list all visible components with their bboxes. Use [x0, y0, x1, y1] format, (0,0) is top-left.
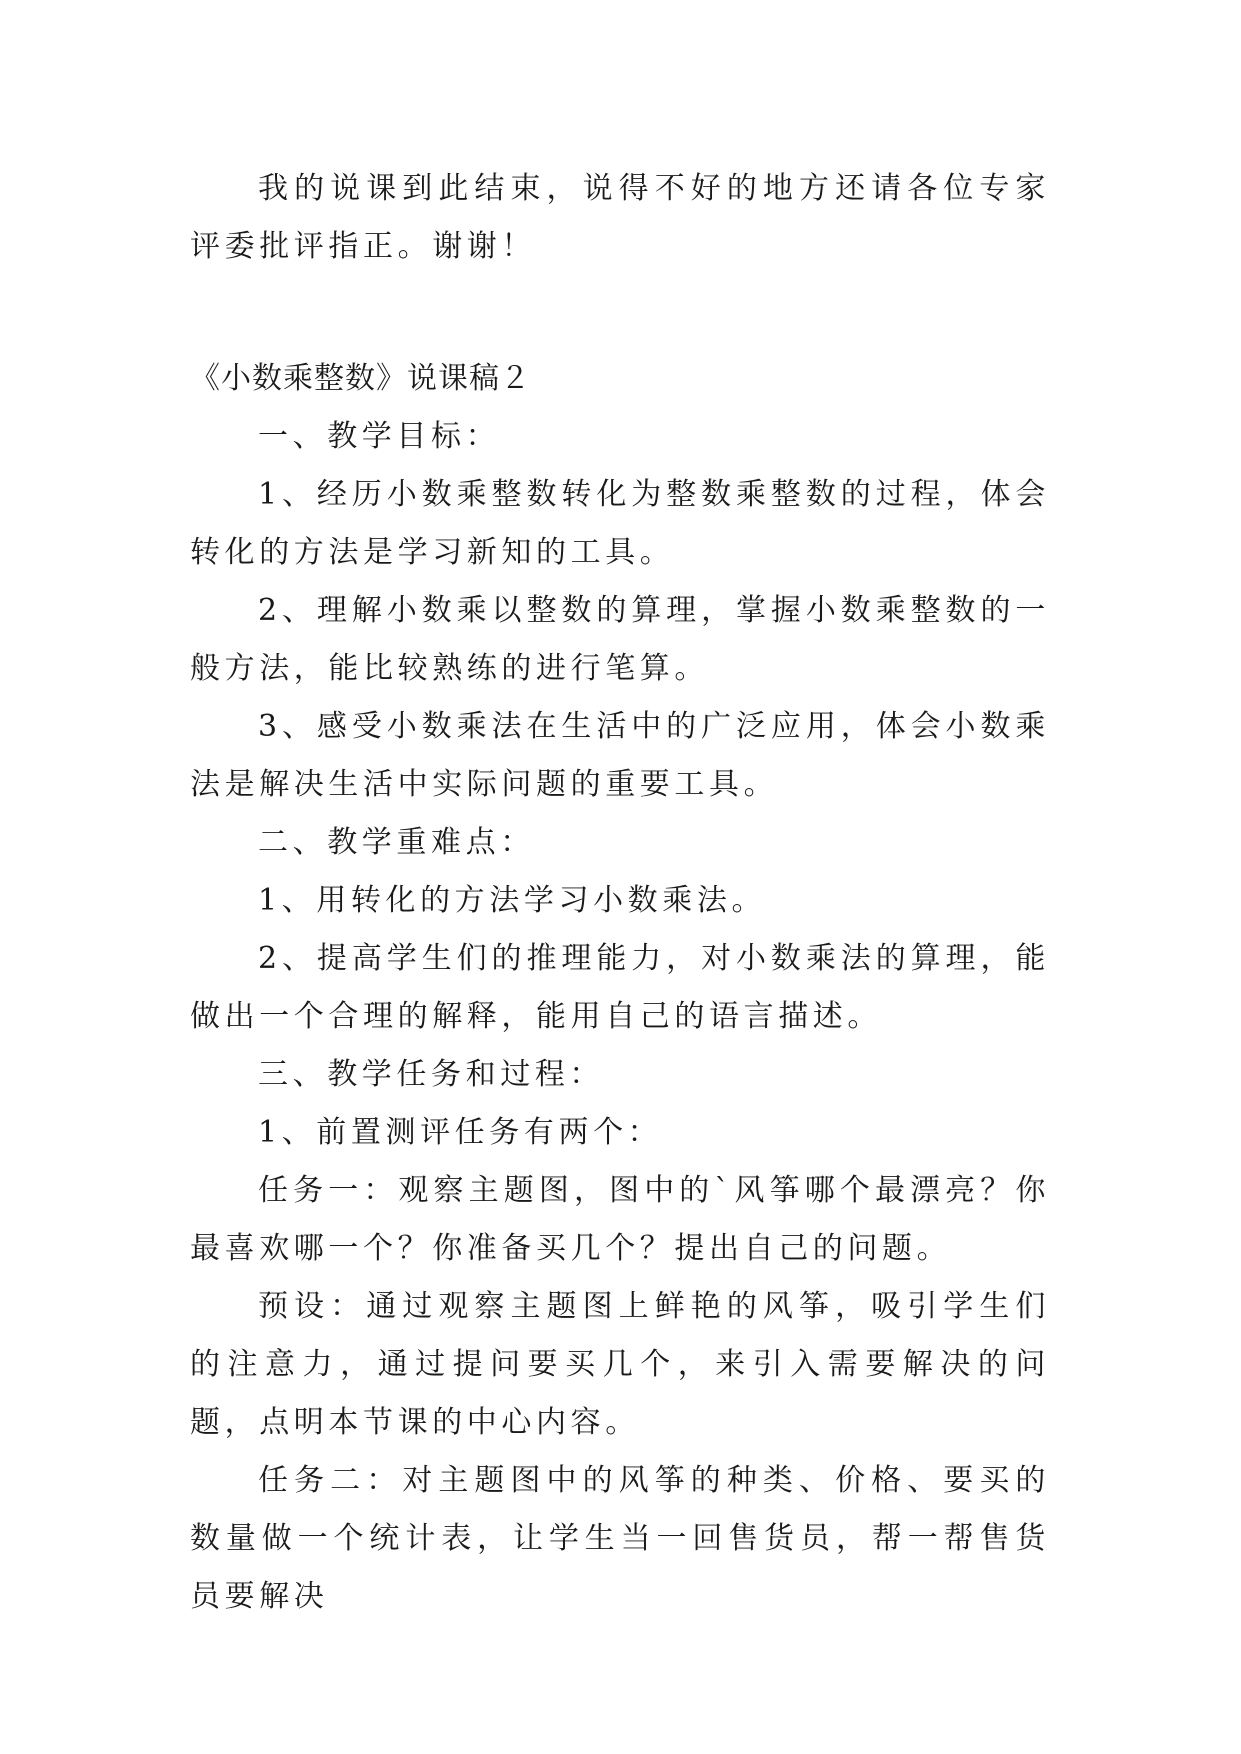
- paragraph-task-1: 任务一：观察主题图，图中的`风筝哪个最漂亮？你最喜欢哪一个？你准备买几个？提出自己的问题。: [190, 1173, 1050, 1266]
- paragraph-objective-3: 3、感受小数乘法在生活中的广泛应用，体会小数乘法是解决生活中实际问题的重要工具。: [190, 709, 1050, 802]
- paragraph-objectives-heading: 一、教学目标：: [258, 419, 501, 454]
- section-gap: [190, 276, 1050, 350]
- paragraph-key-point-1: 1、用转化的方法学习小数乘法。: [258, 883, 767, 918]
- paragraph-pre-assessment: 1、前置测评任务有两个：: [258, 1115, 663, 1150]
- closing-paragraph: 我的说课到此结束，说得不好的地方还请各位专家评委批评指正。谢谢！: [190, 171, 1050, 264]
- paragraph-key-points-heading: 二、教学重难点：: [258, 825, 535, 860]
- paragraph-task-2: 任务二：对主题图中的风筝的种类、价格、要买的数量做一个统计表，让学生当一回售货员，帮一帮售货员要解决: [190, 1463, 1050, 1614]
- paragraph-process-heading: 三、教学任务和过程：: [258, 1057, 604, 1092]
- paragraph-key-point-2: 2、提高学生们的推理能力，对小数乘法的算理，能做出一个合理的解释，能用自己的语言描述。: [190, 941, 1050, 1034]
- paragraph-preset: 预设：通过观察主题图上鲜艳的风筝，吸引学生们的注意力，通过提问要买几个，来引入需要解决的问题，点明本节课的中心内容。: [190, 1289, 1050, 1440]
- paragraph-objective-1: 1、经历小数乘整数转化为整数乘整数的过程，体会转化的方法是学习新知的工具。: [190, 477, 1050, 570]
- document-title: 《小数乘整数》说课稿２: [190, 361, 531, 396]
- document-body: [190, 160, 1050, 1626]
- paragraph-objective-2: 2、理解小数乘以整数的算理，掌握小数乘整数的一般方法，能比较熟练的进行笔算。: [190, 593, 1050, 686]
